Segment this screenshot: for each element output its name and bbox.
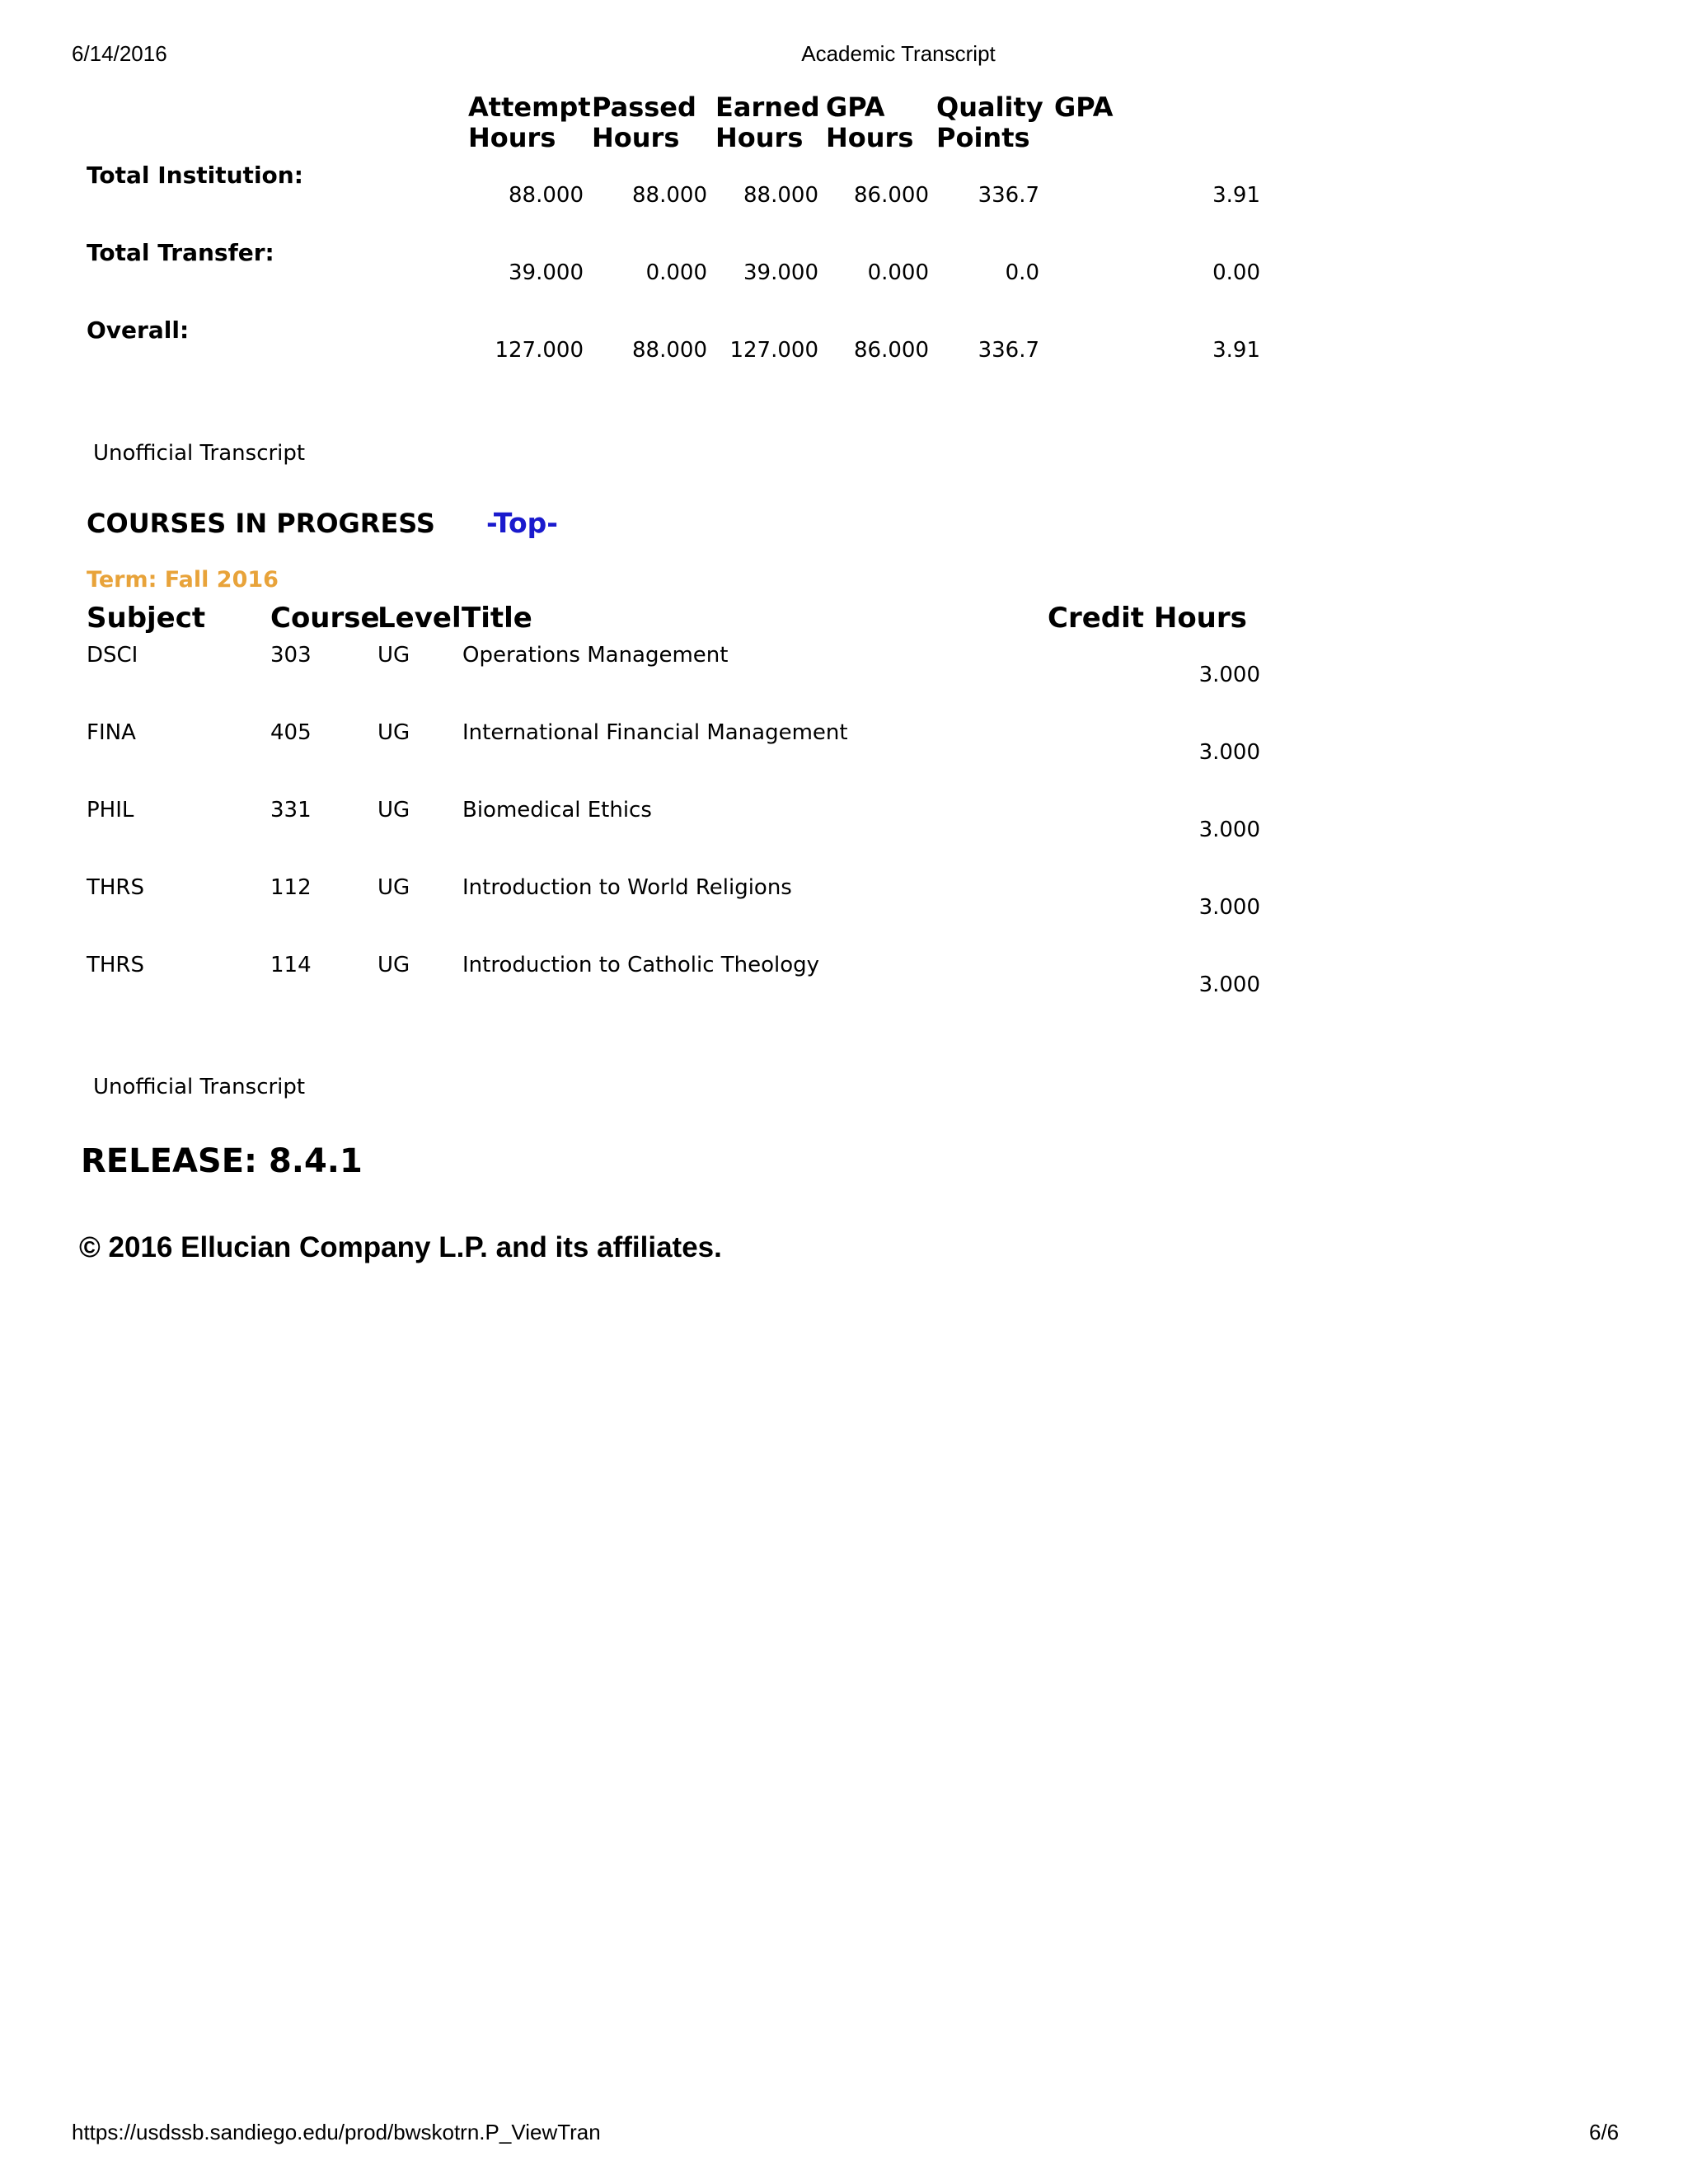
- value-passed-hours: 88.000: [632, 183, 707, 208]
- course-level: UG: [377, 875, 410, 900]
- section-title: COURSES IN PROGRESS: [87, 508, 435, 539]
- top-link[interactable]: -Top-: [486, 507, 558, 539]
- print-url: https://usdssb.sandiego.edu/prod/bwskotrn.P_ViewTran: [72, 2120, 601, 2144]
- col-header-level: Level: [377, 602, 462, 635]
- course-number: 331: [270, 798, 312, 823]
- course-subject: THRS: [87, 875, 145, 900]
- print-date: 6/14/2016: [72, 41, 167, 66]
- course-subject: PHIL: [87, 798, 134, 823]
- header-line: GPA: [826, 91, 885, 123]
- header-line: Hours: [592, 122, 680, 153]
- course-subject: DSCI: [87, 643, 138, 668]
- value-attempt-hours: 127.000: [495, 338, 584, 363]
- course-number: 405: [270, 720, 312, 745]
- course-level: UG: [377, 720, 410, 745]
- col-header-credit-hours: Credit Hours: [1048, 602, 1247, 635]
- header-attempt-hours: [468, 92, 591, 153]
- course-title: Biomedical Ethics: [462, 798, 652, 823]
- header-gpa: [1054, 92, 1114, 123]
- col-header-course: Course: [270, 602, 380, 635]
- header-line: Attempt: [468, 91, 591, 123]
- row-label-overall: Overall:: [87, 316, 190, 344]
- col-header-subject: Subject: [87, 602, 206, 635]
- value-gpa-hours: 86.000: [854, 338, 929, 363]
- course-level: UG: [377, 643, 410, 668]
- course-title: Introduction to Catholic Theology: [462, 953, 820, 977]
- print-title: Academic Transcript: [801, 41, 996, 66]
- value-quality-points: 336.7: [978, 183, 1039, 208]
- header-quality-points: [936, 92, 1043, 153]
- header-line: Hours: [826, 122, 914, 153]
- header-earned-hours: [715, 92, 820, 153]
- row-label-total-institution: Total Institution:: [87, 162, 303, 189]
- course-number: 114: [270, 953, 312, 977]
- value-attempt-hours: 39.000: [509, 260, 584, 285]
- course-number: 303: [270, 643, 312, 668]
- release-version: RELEASE: 8.4.1: [81, 1142, 363, 1180]
- value-earned-hours: 127.000: [729, 338, 818, 363]
- term-label: Term: Fall 2016: [87, 567, 279, 593]
- value-earned-hours: 39.000: [743, 260, 818, 285]
- header-line: GPA: [1054, 91, 1114, 123]
- copyright-notice: © 2016 Ellucian Company L.P. and its affiliates.: [79, 1231, 722, 1263]
- value-gpa: 3.91: [1212, 338, 1260, 363]
- course-number: 112: [270, 875, 312, 900]
- course-subject: FINA: [87, 720, 136, 745]
- course-title: Operations Management: [462, 643, 729, 668]
- value-gpa-hours: 86.000: [854, 183, 929, 208]
- course-credit: 3.000: [1198, 663, 1260, 687]
- header-line: Hours: [715, 122, 804, 153]
- header-line: Points: [936, 122, 1030, 153]
- course-credit: 3.000: [1198, 740, 1260, 765]
- course-level: UG: [377, 798, 410, 823]
- course-credit: 3.000: [1198, 972, 1260, 997]
- print-page-number: 6/6: [1589, 2120, 1620, 2144]
- value-gpa: 3.91: [1212, 183, 1260, 208]
- value-passed-hours: 0.000: [645, 260, 707, 285]
- course-level: UG: [377, 953, 410, 977]
- row-label-total-transfer: Total Transfer:: [87, 239, 274, 266]
- value-gpa-hours: 0.000: [867, 260, 929, 285]
- unofficial-transcript-label: Unofficial Transcript: [93, 441, 306, 466]
- header-line: Passed: [592, 91, 696, 123]
- value-quality-points: 0.0: [1005, 260, 1039, 285]
- value-passed-hours: 88.000: [632, 338, 707, 363]
- course-credit: 3.000: [1198, 818, 1260, 842]
- value-earned-hours: 88.000: [743, 183, 818, 208]
- header-passed-hours: [592, 92, 696, 153]
- col-header-title: Title: [462, 602, 532, 635]
- course-title: International Financial Management: [462, 720, 848, 745]
- header-line: Hours: [468, 122, 556, 153]
- header-line: Earned: [715, 91, 820, 123]
- unofficial-transcript-label: Unofficial Transcript: [93, 1075, 306, 1099]
- course-title: Introduction to World Religions: [462, 875, 792, 900]
- course-credit: 3.000: [1198, 895, 1260, 920]
- header-line: Quality: [936, 91, 1043, 123]
- value-quality-points: 336.7: [978, 338, 1039, 363]
- value-gpa: 0.00: [1212, 260, 1260, 285]
- course-subject: THRS: [87, 953, 145, 977]
- header-gpa-hours: [826, 92, 913, 153]
- value-attempt-hours: 88.000: [509, 183, 584, 208]
